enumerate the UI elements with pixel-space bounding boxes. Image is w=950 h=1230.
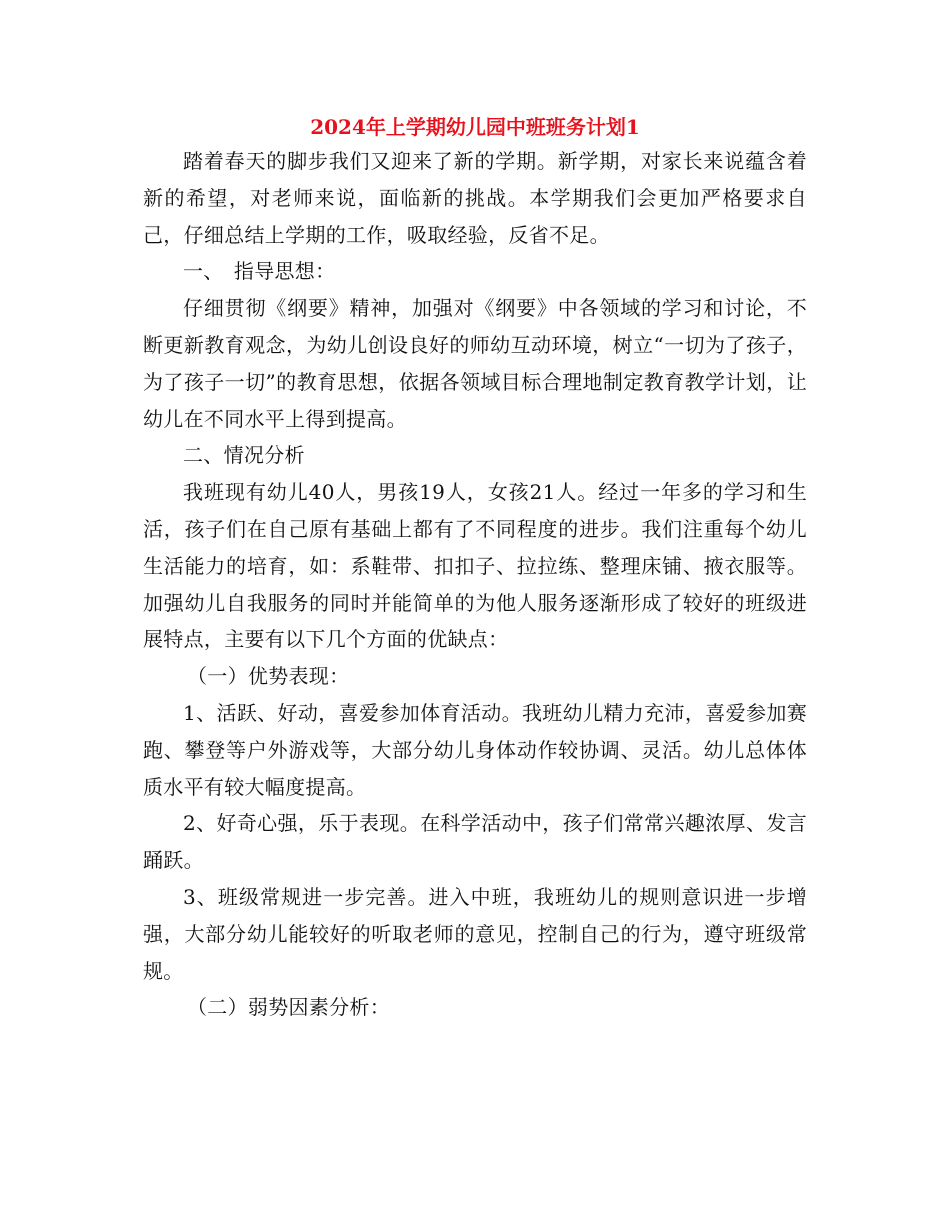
strength-item-1: 1、活跃、好动，喜爱参加体育活动。我班幼儿精力充沛，喜爱参加赛跑、攀登等户外游戏等，大部分幼儿身体动作较协调、灵活。幼儿总体体质水平有较大幅度提高。	[143, 700, 807, 799]
section-heading-situation-analysis: 二、情况分析	[183, 443, 305, 468]
situation-analysis-paragraph: 我班现有幼儿40人，男孩19人，女孩21人。经过一年多的学习和生活，孩子们在自己原有基础上都有了不同程度的进步。我们注重每个幼儿生活能力的培育，如：系鞋带、扣扣子、拉拉练、整理床铺、掖衣服等。加强幼儿自我服务的同时并能简单的为他人服务逐渐形成了较好的班级进展特点，主要有以下几个方面的优缺点：	[143, 480, 807, 652]
document-title: 2024年上学期幼儿园中班班务计划1	[310, 115, 640, 139]
subheading-weaknesses: （二）弱势因素分析：	[187, 995, 390, 1020]
strength-item-2: 2、好奇心强，乐于表现。在科学活动中，孩子们常常兴趣浓厚、发言踊跃。	[143, 811, 807, 873]
subheading-strengths: （一）优势表现：	[187, 664, 350, 689]
section-heading-guiding-ideology: 一、 指导思想：	[183, 259, 336, 284]
guiding-ideology-paragraph: 仔细贯彻《纲要》精神，加强对《纲要》中各领域的学习和讨论，不断更新教育观念，为幼儿创设良好的师幼互动环境，树立“一切为了孩子，为了孩子一切”的教育思想，依据各领域目标合理地制定教育教学计划，让幼儿在不同水平上得到提高。	[143, 296, 807, 431]
document-body	[143, 113, 807, 1026]
intro-paragraph: 踏着春天的脚步我们又迎来了新的学期。新学期，对家长来说蕴含着新的希望，对老师来说，面临新的挑战。本学期我们会更加严格要求自己，仔细总结上学期的工作，吸取经验，反省不足。	[143, 149, 807, 247]
strength-item-3: 3、班级常规进一步完善。进入中班，我班幼儿的规则意识进一步增强，大部分幼儿能较好的听取老师的意见，控制自己的行为，遵守班级常规。	[143, 884, 807, 983]
